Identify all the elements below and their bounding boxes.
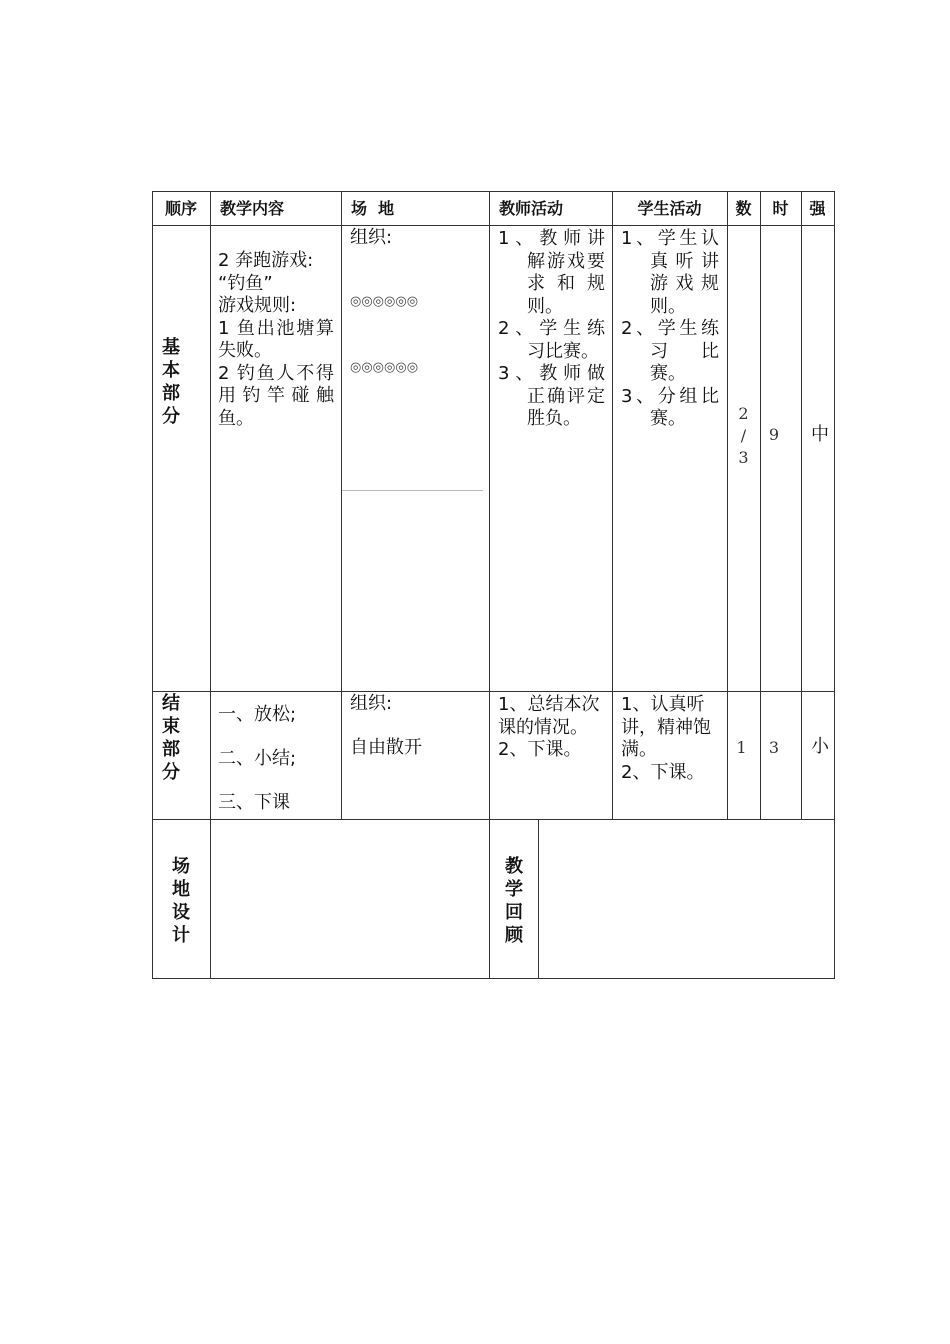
col-divider-time <box>801 191 802 819</box>
header-student: 学生活动 <box>637 199 702 218</box>
ending-time: 3 <box>768 738 780 757</box>
table-border-right <box>834 191 835 979</box>
basic-section-label: 基 本 部 分 <box>162 337 180 427</box>
col-divider-student <box>727 191 728 819</box>
header-count: 数 <box>735 199 752 218</box>
ending-count: 1 <box>736 738 747 757</box>
basic-content: 2 奔跑游戏: “钓鱼” 游戏规则: 1 鱼出池塘算 失败。 2 钓鱼人不得 用钓竿碰触 鱼。 <box>218 250 334 429</box>
basic-section-divider <box>152 691 835 692</box>
header-divider <box>152 225 835 226</box>
basic-student-activity: 1、学生认 真听讲 游戏规 则。 2、学生练 习 比 赛。 3、分组比 赛。 <box>621 228 719 429</box>
header-intensity: 强 <box>809 199 826 218</box>
ending-intensity: 小 <box>811 736 829 757</box>
formation-row-2: ◎◎◎◎◎◎ <box>350 360 419 375</box>
header-venue: 场 地 <box>351 199 395 218</box>
basic-teacher-activity: 1、教师讲 解游戏要 求和规 则。 2、学生练 习比赛。 3、教师做 正确评定 胜负。 <box>498 228 605 429</box>
ending-section-label: 结 束 部 分 <box>162 693 180 783</box>
venue-design-label: 场 地 设 计 <box>172 856 190 946</box>
basic-intensity: 中 <box>811 424 829 445</box>
basic-count: 2 / 3 <box>738 404 749 467</box>
header-teacher: 教师活动 <box>499 199 564 218</box>
col-divider-content <box>341 191 342 819</box>
col-divider-count <box>760 191 761 819</box>
ending-student-activity: 1、认真听 讲，精神饱 满。 2、下课。 <box>621 694 711 783</box>
table-border-bottom <box>152 978 835 979</box>
teaching-review-label: 教 学 回 顾 <box>505 856 523 946</box>
venue-inner-divider <box>342 490 483 491</box>
formation-row-1: ◎◎◎◎◎◎ <box>350 294 419 309</box>
ending-teacher-activity: 1、总结本次 课的情况。 2、下课。 <box>498 694 600 760</box>
basic-time: 9 <box>768 425 780 444</box>
table-border-left <box>152 191 153 979</box>
header-order: 顺序 <box>164 199 197 218</box>
teaching-review-area <box>539 820 833 977</box>
ending-content: 一、放松; 二、小结; 三、下课 <box>218 704 297 813</box>
ending-venue-value: 自由散开 <box>350 737 422 758</box>
venue-design-area <box>211 820 488 977</box>
header-content: 教学内容 <box>220 199 285 218</box>
col-divider-teacher <box>612 191 613 819</box>
header-time: 时 <box>772 199 789 218</box>
ending-venue-label: 组织: <box>350 693 393 714</box>
table-border-top <box>152 191 835 192</box>
col-divider-venue <box>489 191 490 979</box>
basic-venue-label: 组织: <box>350 227 393 248</box>
